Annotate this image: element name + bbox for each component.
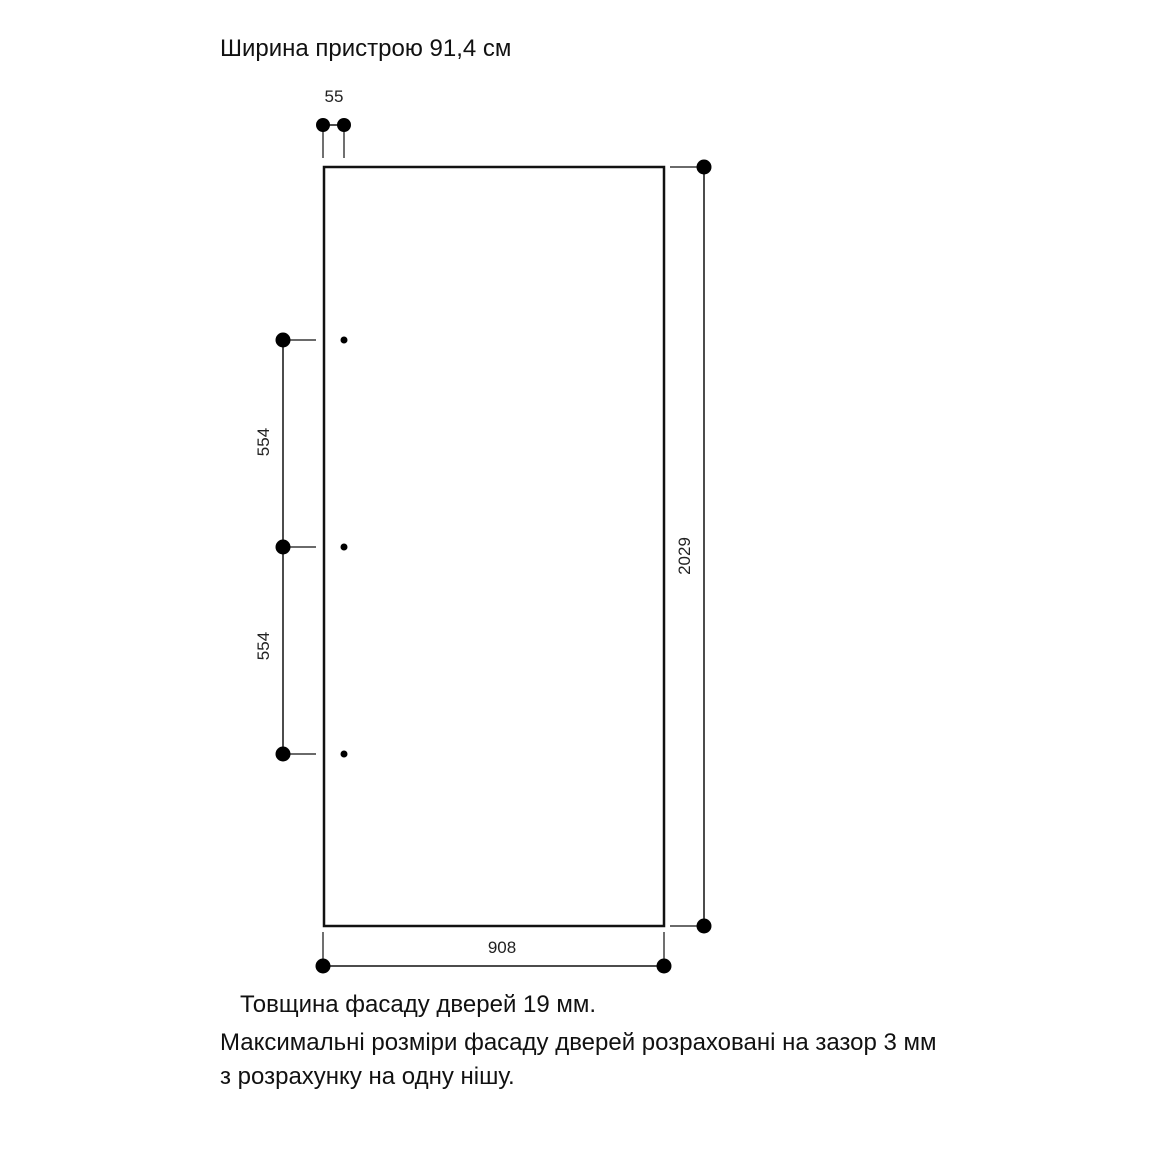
hinge-hole-middle	[341, 544, 348, 551]
door-width-label: 908	[487, 938, 517, 957]
note-thickness: Товщина фасаду дверей 19 мм.	[240, 991, 597, 1018]
dimension-endpoint	[276, 747, 291, 762]
door-panel	[324, 167, 664, 926]
hinge-spacing-upper-label: 554	[254, 427, 273, 457]
door-height-label: 2029	[675, 537, 694, 575]
hinge-spacing-dimension	[254, 333, 316, 762]
device-width-title: Ширина пристрою 91,4 см	[220, 35, 512, 62]
dimension-endpoint	[697, 919, 712, 934]
dimension-endpoint	[276, 540, 291, 555]
dimension-endpoint	[316, 959, 331, 974]
dimension-endpoint	[337, 118, 351, 132]
hinge-hole-lower	[341, 751, 348, 758]
hinge-spacing-lower-label: 554	[254, 631, 273, 661]
top-offset-dimension	[316, 87, 351, 158]
note-gap: Максимальні розміри фасаду дверей розраховані на зазор 3 мм	[220, 1029, 937, 1056]
dimension-endpoint	[316, 118, 330, 132]
dimension-endpoint	[657, 959, 672, 974]
note-niche: з розрахунку на одну нішу.	[220, 1063, 515, 1090]
top-offset-label: 55	[324, 87, 344, 106]
dimension-endpoint	[276, 333, 291, 348]
hinge-hole-upper	[341, 337, 348, 344]
door-height-dimension	[670, 160, 712, 934]
door-width-dimension	[316, 932, 672, 974]
dimension-endpoint	[697, 160, 712, 175]
